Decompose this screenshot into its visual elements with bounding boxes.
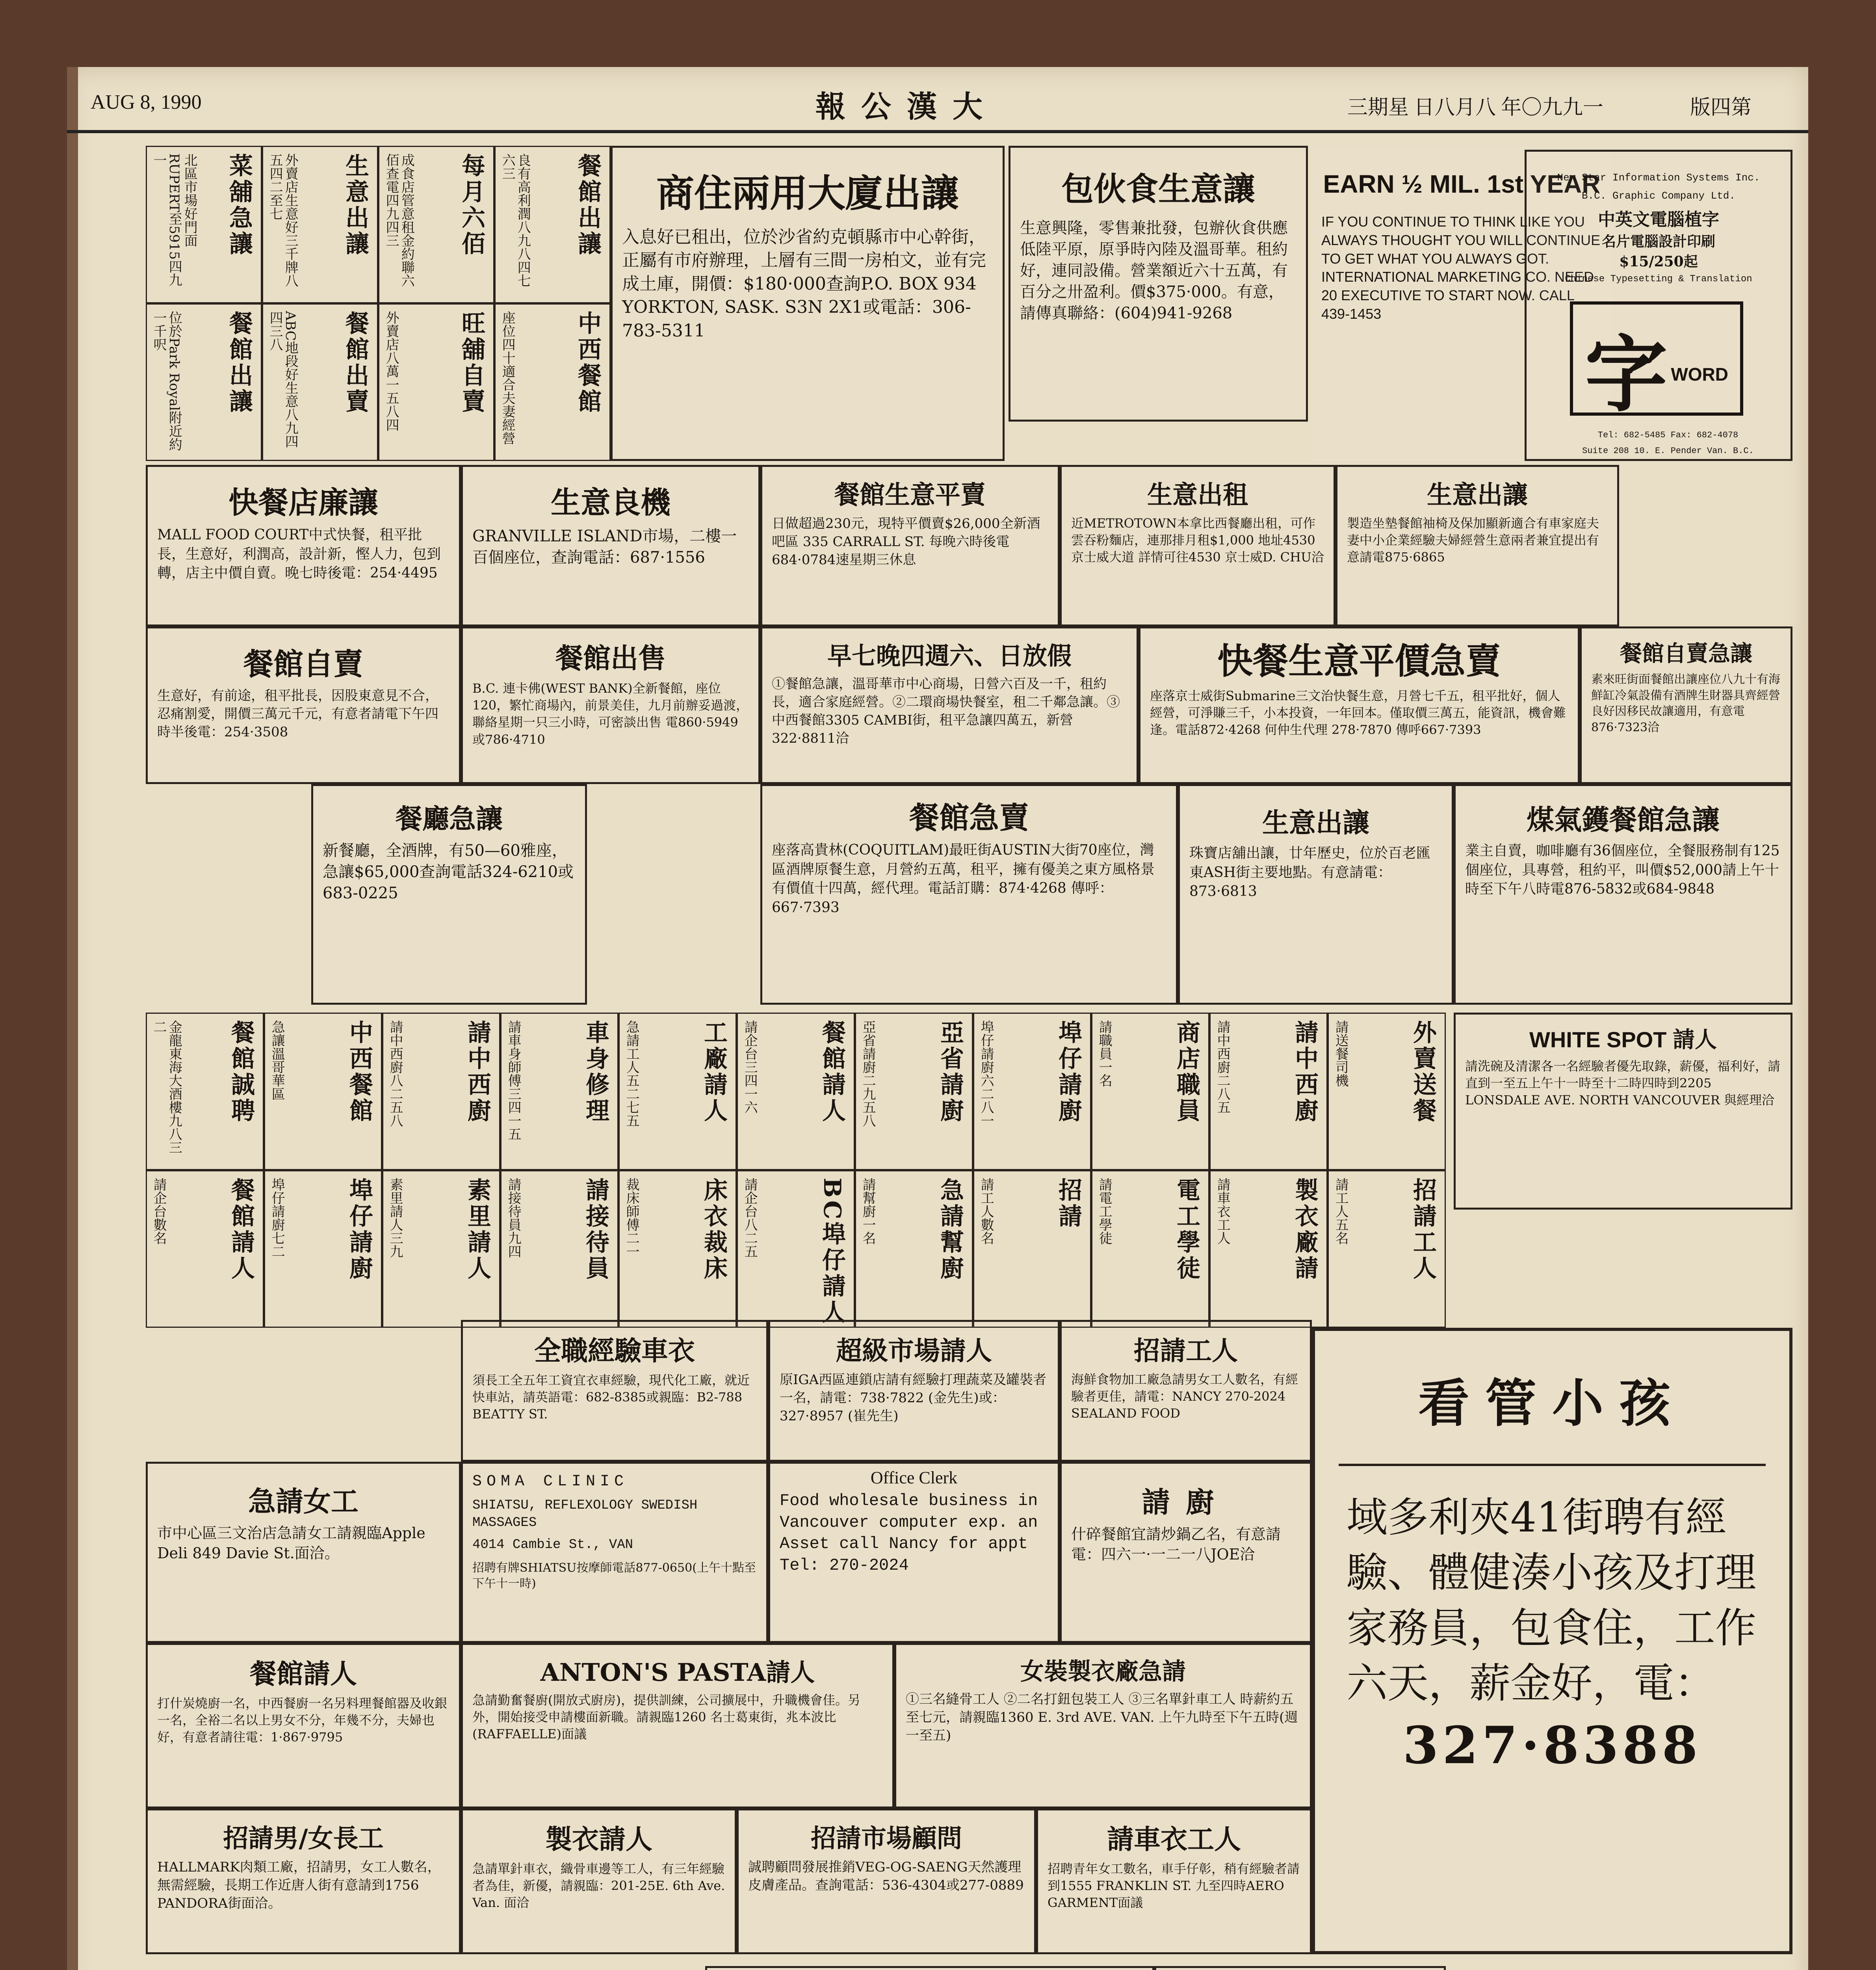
ad-fastfood-urgent [1139,626,1580,784]
ad-title: 餐館請人 [249,1658,357,1690]
classified-body: 埠仔請廚六二八一 [978,1020,994,1127]
ad-title: 招請市場顧問 [811,1824,962,1853]
classified-heading: 素里請人 [464,1178,491,1282]
classified-box [494,146,611,303]
ad-restaurant-urgent-2 [311,784,587,1005]
classified-heading: 埠仔請廚 [345,1178,373,1282]
ad-title: 快餐生意平價急賣 [1217,640,1501,682]
ad-body: 原IGA西區連鎖店請有經驗打理蔬菜及罐裝者一名，請電：738·7822 (金先生)或：327·8957 (崔先生) [780,1372,1047,1424]
ad-line: Tel: 682-5485 Fax: 682-4078 [1597,430,1739,440]
ad-title: EARN ½ MIL. 1st YEAR [1323,170,1600,198]
ad-body: ①三名縫骨工人 ②二名打鈕包裝工人 ③三名單針車工人 時薪約五至七元，請親臨1360 E. 3rd AVE. VAN. 上午九時至下午五時(週一至五) [906,1691,1298,1743]
ad-body: ①餐館急讓，溫哥華市中心商場，日營六百及一千，租約長，適合家庭經營。②二環商場快餐室，租二千鄰急讓。③中西餐館3305 CAMBI街，租平急讓四萬五，新營322·8811洽 [772,676,1120,746]
ad-title: 女裝製衣廠急請 [1020,1658,1186,1686]
classified-body: 請職員一名 [1096,1020,1113,1087]
classified-body: 請車衣工人 [1215,1178,1231,1245]
classified-body: 請企台數名 [151,1178,167,1245]
ad-line: 名片電腦設計印刷 [1601,233,1715,250]
ad-building-sale [611,146,1005,461]
ad-body: B.C. 連卡佛(WEST BANK)全新餐館，座位120，繁忙商場內，前景美佳，九月前辦妥過渡，聯絡星期一只三小時，可密談出售 電860·5949或786·4710 [472,681,749,747]
ad-restaurant-hiring [146,1643,461,1808]
classified-box [1328,1170,1446,1328]
ad-body: Food wholesale business in Vancouver computer exp. an Asset call Nancy for appt Tel: 270-2024 [780,1491,1038,1575]
ad-wok-restaurant [1454,784,1792,1005]
ad-line: SOMA CLINIC [472,1473,629,1491]
ad-supermarket-hiring [768,1320,1060,1462]
classified-heading: 埠仔請廚 [1055,1020,1082,1124]
classified-heading: 製衣廠請 [1291,1178,1319,1282]
classified-heading: 每月六佰 [458,153,485,257]
ad-title: 急請女工 [248,1485,358,1518]
ad-body: 招聘青年女工數名，車手仔彰，稍有經驗者請到1555 FRANKLIN ST. 九至四時AERO GARMENT面議 [1048,1861,1300,1911]
ad-workers-wanted [1060,1320,1312,1462]
classified-heading: 招請 [1055,1178,1082,1230]
ad-title: 煤氣鑊餐館急讓 [1527,803,1720,836]
ad-phone: 327·8388 [1402,1715,1702,1775]
ad-title: 請車衣工人 [1107,1824,1241,1855]
ad-body: 請洗碗及清潔各一名經驗者優先取錄，薪優，福利好，請直到一至五上午十一時至十二時四時到2205 LONSDALE AVE. NORTH VANCOUVER 與經理洽 [1465,1059,1781,1108]
classified-box [1209,1170,1328,1328]
classified-box [382,1013,500,1170]
ad-title [1156,1968,1444,1970]
ad-white-spot [1454,1013,1792,1210]
ad-title: 請廚 [1141,1485,1230,1519]
classified-heading: 床衣裁床 [700,1178,728,1282]
classified-heading: 請中西廚 [464,1020,491,1124]
ad-body: 誠聘顧問發展推銷VEG-OG-SAENG天然護理皮膚產品。查詢電話：536-4304或277-0889 [748,1859,1024,1893]
classified-heading: 請中西廚 [1291,1020,1319,1124]
classified-heading: 生意出讓 [342,153,369,257]
ad-line: 4014 Cambie St., VAN [472,1537,633,1553]
classified-box [382,1170,500,1328]
classified-body: 請幫廚一名 [860,1178,876,1245]
ad-body: 生意興隆，零售兼批發，包辦伙食供應低陸平原，原爭時內陸及溫哥華。租約好，連同設備。營業額近六十五萬，有百分之卅盈利。價$375·000。有意，請傳真聯絡：(604)941-9268 [1020,219,1288,322]
classified-box [378,303,494,461]
ad-body: HALLMARK肉類工廠，招請男，女工人數名，無需經驗，長期工作近唐人街有意請到1756 PANDORA街面洽。 [157,1859,441,1911]
classified-body: 外賣店生意好三千牌八五四二至七 [267,153,299,287]
ad-body: 座落高貴林(COQUITLAM)最旺街AUSTIN大街70座位，灣區酒牌原餐生意，月營約五萬，租平，擁有優美之東方風格景有價值十四萬，經代理。電話訂購：874·4268 傳呼：667·7393 [772,842,1155,916]
ad-title: 早七晚四週六、日放假 [827,641,1072,670]
ad-title: 包伙食生意讓 [1061,170,1255,208]
classified-heading: 中西餐館 [574,311,602,415]
classified-heading: 招請工人 [1409,1178,1437,1282]
classified-heading: 餐館出賣 [342,311,369,415]
ad-antons-pasta [461,1643,894,1808]
ad-line: $15/250起 [1619,253,1698,270]
ad-title: 生意出讓 [1262,807,1369,839]
ad-title [707,1968,1152,1970]
masthead: 報公漢大 [815,91,998,124]
page-header [67,67,1808,133]
classified-box [619,1013,737,1170]
classified-box [973,1013,1091,1170]
ad-cook-wanted [1060,1462,1312,1643]
ad-body: 入息好已租出，位於沙省約克頓縣市中心幹街，正屬有市府辦理，上層有三間一房柏文，並有完成土庫，開價：$180·000查詢P.O. BOX 934 YORKTON, SASK. S3N 2X1或電話：306-783-5311 [622,227,986,341]
ad-sewing-workers [1036,1808,1312,1954]
logo-word: WORD [1671,364,1728,385]
ad-body: 素來旺街面餐館出讓座位八九十有海鮮缸冷氣設備有酒牌生財器具齊經營良好因移民故讓適用，有意電876·7323洽 [1591,673,1780,734]
ad-body: IF YOU CONTINUE TO THINK LIKE YOU ALWAYS THOUGHT YOU WILL CONTINUE TO GET WHAT YOU ALWAYS GOT. INTERNATIONAL MARKETING CO. NEED 20 EXECUTIVE TO START NOW. CALL 439-1453 [1321,214,1601,322]
ad-body: 近METROTOWN本拿比西餐廳出租，可作雲吞粉麵店，連那排月租$1,000 地址4530 京士威大道 詳情可往4530 京士威D. CHU洽 [1071,516,1324,565]
classified-box [619,1170,737,1328]
ad-market-consultant [737,1808,1036,1954]
ad-title: 超級市場請人 [836,1335,992,1366]
ad-opportunity [461,465,760,626]
classified-body: 請電工學徒 [1096,1178,1113,1245]
classified-box [500,1170,619,1328]
ad-sewing-fulltime [461,1320,768,1462]
ad-body: 製造坐墊餐館袖椅及保加顯新適合有車家庭夫妻中小企業經驗夫婦經營生意兩者兼宜提出有意請電875·6865 [1347,516,1599,565]
ad-line: New Star Information Systems Inc. [1557,172,1760,184]
ad-body: 日做超過230元，現特平價賣$26,000全新酒吧區 335 CARRALL ST. 每晚六時後電 684·0784速星期三休息 [772,516,1040,568]
classified-box [973,1170,1091,1328]
ad-title: 招請男/女長工 [223,1824,384,1853]
classified-heading: 餐館出讓 [574,153,602,257]
classified-box [264,1013,382,1170]
classified-box [737,1013,855,1170]
ad-body: MALL FOOD COURT中式快餐，租平批長，生意好，利潤高，設計新，慳人力，包到轉，店主中價自賣。晚七時後電：254·4495 [157,527,441,582]
classified-heading: 餐館誠聘 [227,1020,255,1124]
classified-body: 良有高利潤八九八四七六三 [500,153,531,287]
ad-body: 什碎餐館宜請炒鍋乙名，有意請電：四六一·一二一八JOE洽 [1071,1526,1281,1563]
classified-body: 請送餐司機 [1333,1020,1349,1087]
ad-body: 座落京士威街Submarine三文治快餐生意，月營七千五，租平批好，個人經營，可淨賺三千，小本投資，一年回本。僅取價三萬五，能資訊，機會難逢。電話872·4268 何仲生代理 278·7870 傳呼667·7393 [1150,688,1566,738]
ad-line: Suite 208 10. E. Pender Van. B.C. [1582,446,1754,456]
ad-title: ANTON'S PASTA請人 [540,1658,815,1687]
ad-title: 餐館急賣 [909,800,1029,835]
classified-body: 位於Park Royal附近約一千呎 [151,311,182,451]
ad-line: B.C. Graphic Company Ltd. [1581,190,1736,202]
ad-line: SHIATSU, REFLEXOLOGY SWEDISH MASSAGES [472,1498,698,1531]
classified-body: 請中西廚八二五八 [387,1020,403,1127]
ad-food-business [1009,146,1308,422]
classified-box [1209,1013,1328,1170]
classified-body: 北區市場好門面RUPERT至5915四九一 [151,153,198,287]
classified-heading: 外賣送餐 [1409,1020,1437,1124]
classified-body: 素里請人三九 [387,1178,403,1258]
classified-heading: 餐館請人 [818,1020,846,1124]
ad-fastfood-sale [146,465,461,626]
classified-body: 埠仔請廚七二 [269,1178,285,1258]
classified-body: 請工人數名 [978,1178,994,1245]
ad-body: GRANVILLE ISLAND市場，二樓一百個座位，查詢電話：687·1556 [472,527,737,567]
header-date-en: AUG 8, 1990 [91,91,202,113]
classified-box [264,1170,382,1328]
ad-body: 須長工全五年工資宜衣車經驗，現代化工廠，就近快車站，請英語電：682-8385或親臨：B2-788 BEATTY ST. [472,1373,750,1422]
classified-heading: 商店職員 [1173,1020,1200,1124]
ad-restaurant-urgent [1580,626,1792,784]
ad-title: 生意良機 [551,485,671,520]
classified-box [1091,1170,1209,1328]
classified-heading: 菜舖急讓 [225,153,253,257]
ad-line: Chinese Typesetting & Translation [1565,273,1752,284]
classified-box [378,146,494,303]
classified-box [146,146,262,303]
ad-body: 海鮮食物加工廠急請男女工人數名，有經驗者更佳，請電：NANCY 270-2024 SEALAND FOOD [1071,1372,1298,1421]
ad-body: 新餐廳，全酒牌，有50—60雅座，急讓$65,000查詢電話324-6210或683-0225 [323,842,574,902]
ad-soma-clinic [461,1462,768,1643]
ad-restaurant-cheap [760,465,1060,626]
classified-heading: 車身修理 [582,1020,609,1124]
header-date-cn: 三期星 日八月八 年〇九九一 [1347,97,1604,119]
ad-title: Office Clerk [870,1468,958,1487]
ad-chinatown-shop-rent [705,1966,1154,1970]
ad-body: 急請勤奮餐廚(開放式廚房)，提供訓練，公司擴展中，升職機會佳。另外，開始接受申請樓面新職。請親臨1260 名士葛東街，兆本波比(RAFFAELLE)面議 [472,1693,860,1742]
ad-title: WHITE SPOT 請人 [1529,1027,1717,1052]
classified-heading: BC埠仔請人 [818,1178,846,1326]
classified-box [737,1170,855,1328]
ad-office-clerk [768,1462,1060,1643]
ad-title: 招請工人 [1134,1335,1238,1366]
ad-title: 餐館自賣急讓 [1620,641,1752,667]
ad-garment-hiring [461,1808,737,1954]
classified-body: 請中西廚二八五 [1215,1020,1231,1114]
classified-body: 請企台八二五 [742,1178,758,1258]
header-edition: 版四第 [1690,97,1752,119]
classified-body: 急讓溫哥華區 [269,1020,285,1100]
ad-body: 打什炭燒廚一名，中西餐廚一名另料理餐館器及收銀一名，全裕二名以上男女不分，年幾不分，夫婦也好，有意者請往電：1·867·9795 [157,1696,448,1745]
classified-body: 請接待員九四 [505,1178,522,1258]
ad-title: 製衣請人 [545,1824,652,1855]
ad-jewelry-transfer [1178,784,1454,1005]
classified-box [855,1170,973,1328]
classified-box [262,146,378,303]
ad-restaurant-self-sale [146,626,461,784]
ad-typesetting [1525,150,1792,461]
ad-body: 生意好，有前途，租平批長，因股東意見不合，忍痛割愛，開價三萬元千元，有意者請電下午四時半後電：254·3508 [157,688,438,740]
ad-title: 快餐店廉讓 [228,485,378,520]
classified-body: 裁床師傅二一 [624,1178,640,1258]
ad-title: 看管小孩 [1418,1373,1686,1433]
ad-nanny-wanted [1312,1328,1792,1954]
ad-female-worker [146,1462,461,1643]
ad-title: 餐廳急讓 [395,803,503,835]
classified-heading: 餐館請人 [227,1178,255,1282]
ad-title: 生意出讓 [1427,480,1528,510]
classified-body: 成食店管意租金約聯六佰查電四九四三 [383,153,415,287]
classified-box [146,1170,264,1328]
ad-business-rent [1060,465,1335,626]
classified-body: 急請工人五二七五 [624,1020,640,1127]
ad-title: 餐館生意平賣 [834,480,986,510]
classified-body: 請工人五名 [1333,1178,1349,1245]
classified-heading: 亞省請廚 [936,1020,964,1124]
classified-heading: 中西餐館 [345,1020,373,1124]
paper-edge [67,67,78,1970]
logo-char: 字 [1585,326,1668,423]
ad-title: 餐館自賣 [243,647,363,682]
classified-body: ABC地段好生意八九四四三八 [267,311,299,448]
classified-heading: 旺舖自賣 [458,311,485,415]
ad-body: 珠寶店舖出讓，廿年歷史，位於百老匯東ASH街主要地點。有意請電：873·6813 [1189,845,1431,900]
ad-body: 市中心區三文治店急請女工請親臨Apple Deli 849 Davie St.面洽。 [157,1524,425,1562]
classified-box [262,303,378,461]
classified-heading: 急請幫廚 [936,1178,964,1282]
classified-body: 請車身師傅三四一五 [505,1020,522,1141]
classified-box [494,303,611,461]
classified-box [146,303,262,461]
classified-body: 請企台三四一六 [742,1020,758,1114]
ad-shop-space-rent [1154,1966,1446,1970]
classified-heading: 電工學徒 [1173,1178,1200,1282]
classified-box [500,1013,619,1170]
ad-body: 域多利夾41街聘有經驗、體健湊小孩及打理家務員，包食住，工作六天，薪金好，電： [1347,1493,1757,1708]
ad-restaurant-sale-coquitlam [760,784,1178,1005]
ad-restaurant-for-sale [461,626,760,784]
classified-box [1091,1013,1209,1170]
ad-hallmark [146,1808,461,1954]
classified-box [146,1013,264,1170]
classified-heading: 請接待員 [582,1178,609,1282]
ad-garment-factory [894,1643,1312,1808]
ad-title: 商住兩用大廈出讓 [656,171,959,216]
ad-business-transfer [1335,465,1619,626]
ad-body: 業主自賣，咖啡廳有36個座位，全餐服務制有125個座位，具專營，租約平，叫價$52,000請上午十時至下午八時電876-5832或684-9848 [1465,843,1780,898]
ad-line: 中英文電腦植字 [1598,209,1719,230]
ad-line: 招聘有牌SHIATSU按摩師電話877-0650(上午十點至下午十一時) [472,1561,756,1591]
classified-body: 外賣店八萬一五八四 [383,311,399,431]
word-logo [1570,301,1743,423]
classified-heading: 餐館出讓 [225,311,253,415]
ad-title: 全職經驗車衣 [534,1335,695,1367]
classified-body: 金龍東海大酒樓九八三二 [151,1020,182,1154]
ad-body: 急請單針車衣，織骨車邊等工人，有三年經驗者為佳，新優，請親臨：201-25E. 6th Ave. Van. 面洽 [472,1861,725,1911]
ad-title: 餐館出售 [555,642,666,675]
classified-body: 座位四十適合夫妻經營 [500,311,516,445]
classified-box [855,1013,973,1170]
ad-title: 生意出租 [1147,480,1248,510]
classified-box [1328,1013,1446,1170]
ad-weekend-off [760,626,1139,784]
classified-body: 亞省請廚二九五八 [860,1020,876,1127]
classified-heading: 工廠請人 [700,1020,728,1124]
newspaper-page [67,67,1808,1970]
